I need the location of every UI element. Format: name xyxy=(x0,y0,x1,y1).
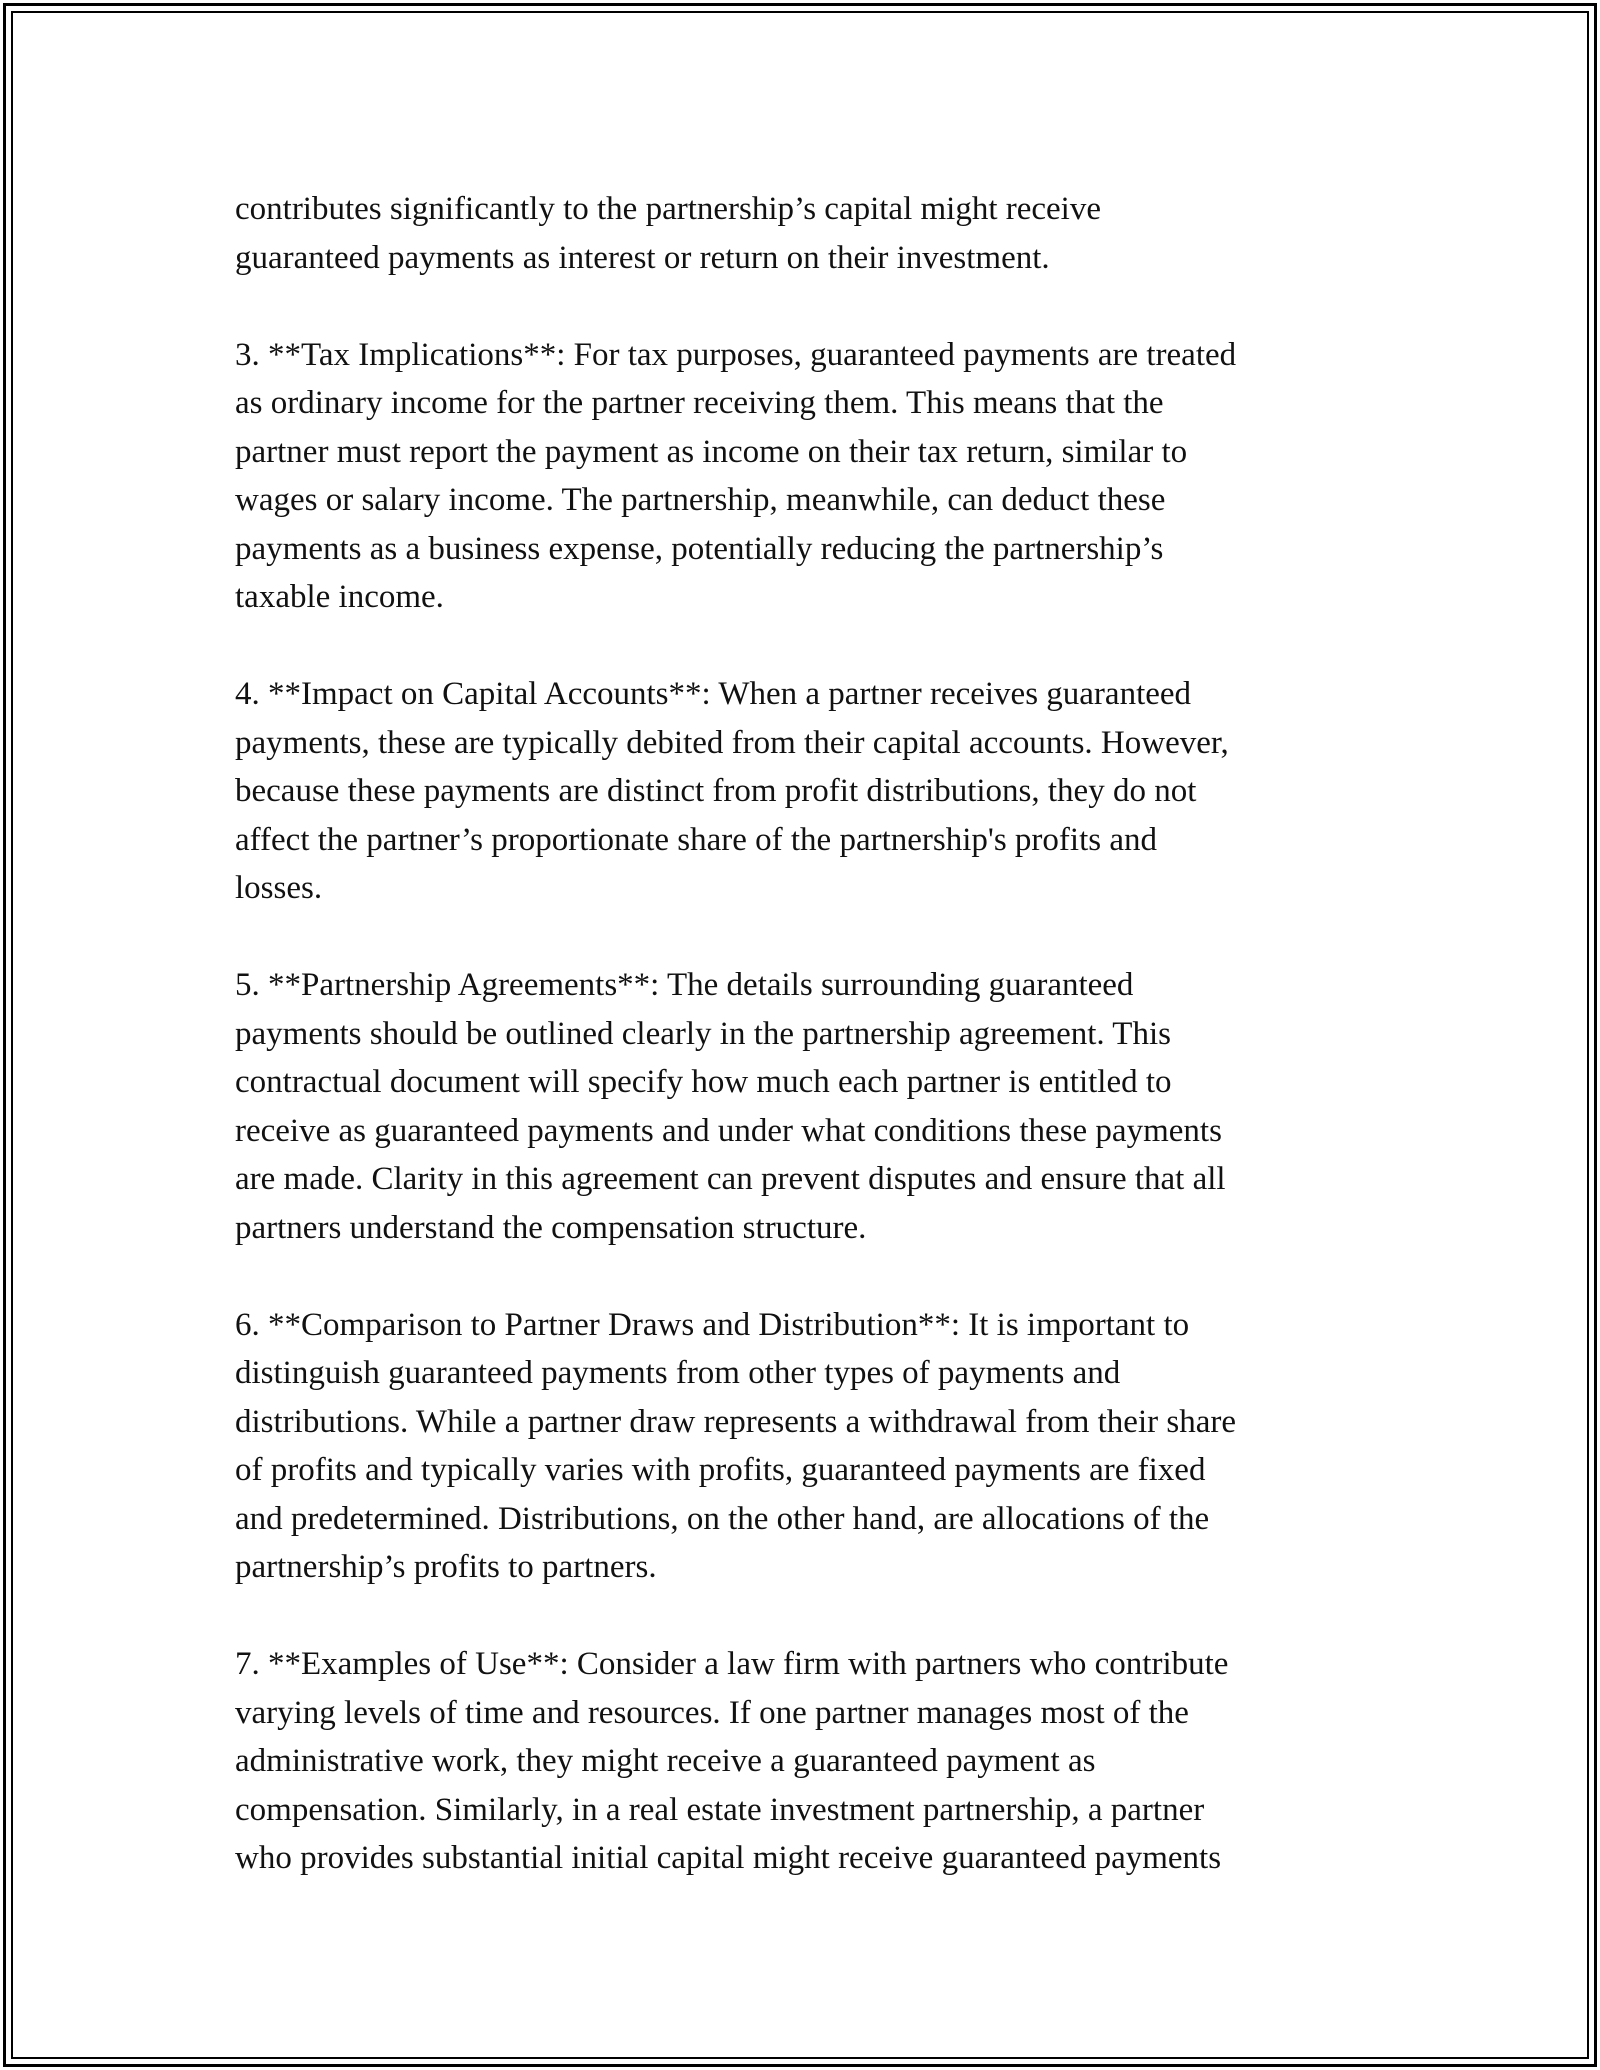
text-line: distinguish guaranteed payments from other types of payments and xyxy=(235,1355,1121,1391)
text-line: 7. **Examples of Use**: Consider a law firm with partners who contribute xyxy=(235,1646,1229,1682)
paragraph-continuation xyxy=(235,185,1375,282)
text-line: as ordinary income for the partner receiving them. This means that the xyxy=(235,385,1164,421)
text-line: receive as guaranteed payments and under what conditions these payments xyxy=(235,1112,1222,1149)
text-line: 5. **Partnership Agreements**: The details surrounding guaranteed xyxy=(235,967,1134,1003)
paragraph-examples xyxy=(235,1640,1375,1883)
paragraph-tax-implications xyxy=(235,331,1375,622)
text-line: payments should be outlined clearly in the partnership agreement. This xyxy=(235,1015,1171,1052)
text-line: contractual document will specify how much each partner is entitled to xyxy=(235,1064,1172,1100)
text-line: contributes significantly to the partnership’s capital might receive xyxy=(235,191,1101,227)
text-line: payments as a business expense, potentially reducing the partnership’s xyxy=(235,530,1164,567)
text-line: guaranteed payments as interest or return on their investment. xyxy=(235,239,1050,276)
text-line: 4. **Impact on Capital Accounts**: When a partner receives guaranteed xyxy=(235,676,1192,712)
paragraph-comparison xyxy=(235,1301,1375,1592)
document-body xyxy=(235,185,1375,1883)
text-line: 3. **Tax Implications**: For tax purposes, guaranteed payments are treated xyxy=(235,336,1237,373)
text-line: are made. Clarity in this agreement can prevent disputes and ensure that all xyxy=(235,1161,1226,1197)
paragraph-capital-accounts xyxy=(235,670,1375,913)
text-line: distributions. While a partner draw represents a withdrawal from their share xyxy=(235,1403,1236,1440)
text-line: taxable income. xyxy=(235,579,444,615)
text-line: affect the partner’s proportionate share of the partnership's profits and xyxy=(235,821,1157,858)
text-line: and predetermined. Distributions, on the other hand, are allocations of the xyxy=(235,1500,1210,1537)
text-line: compensation. Similarly, in a real estate investment partnership, a partner xyxy=(235,1791,1205,1828)
text-line: losses. xyxy=(235,870,323,906)
text-line: partner must report the payment as income on their tax return, similar to xyxy=(235,433,1188,470)
text-line: administrative work, they might receive a guaranteed payment as xyxy=(235,1743,1096,1779)
text-line: of profits and typically varies with profits, guaranteed payments are fixed xyxy=(235,1452,1206,1488)
text-line: who provides substantial initial capital might receive guaranteed payments xyxy=(235,1840,1222,1876)
text-line: partners understand the compensation structure. xyxy=(235,1209,867,1246)
text-line: varying levels of time and resources. If one partner manages most of the xyxy=(235,1694,1189,1731)
text-line: payments, these are typically debited from their capital accounts. However, xyxy=(235,724,1229,761)
text-line: partnership’s profits to partners. xyxy=(235,1549,657,1585)
text-line: because these payments are distinct from profit distributions, they do not xyxy=(235,773,1197,809)
text-line: wages or salary income. The partnership, meanwhile, can deduct these xyxy=(235,482,1166,518)
paragraph-partnership-agreements xyxy=(235,961,1375,1252)
text-line: 6. **Comparison to Partner Draws and Distribution**: It is important to xyxy=(235,1306,1190,1343)
